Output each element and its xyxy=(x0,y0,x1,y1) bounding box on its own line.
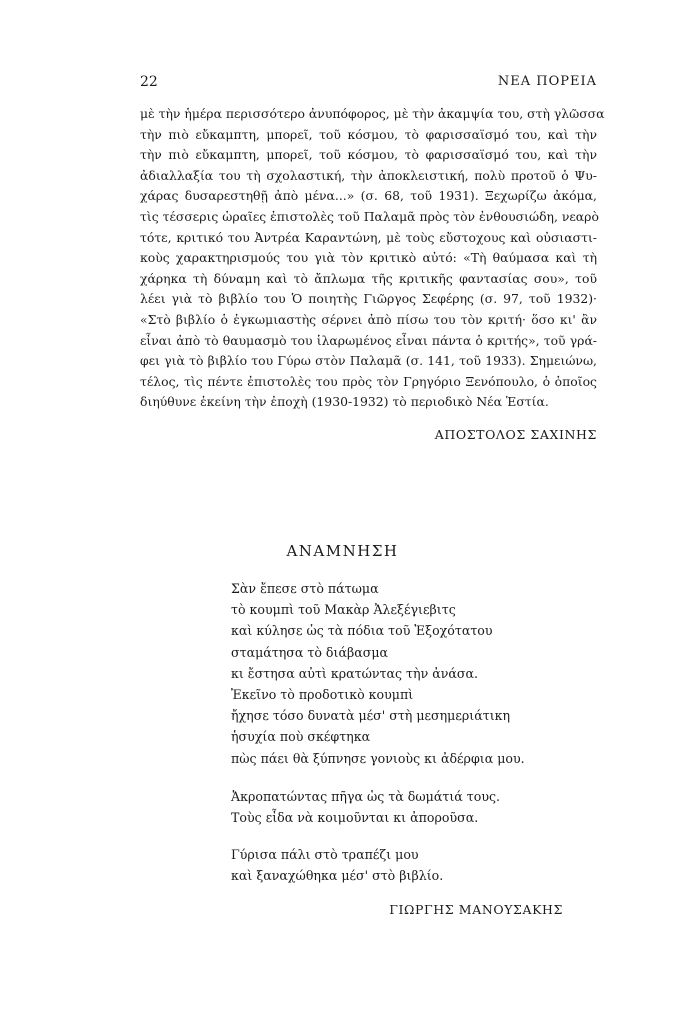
review-line: φει γιὰ τὸ βιβλίο του Γύρω στὸν Παλαμᾶ (σ. 141, τοῦ 1933). Σημειώνω, xyxy=(140,353,597,369)
poem-verse: Σὰν ἔπεσε στὸ πάτωμα xyxy=(231,581,379,596)
review-line: χάρας δυσαρεστηθῇ ἀπὸ μένα...» (σ. 68, τοῦ 1931). Ξεχωρίζω ἀκόμα, xyxy=(140,188,597,204)
poem-verse: Γύρισα πάλι στὸ τραπέζι μου xyxy=(231,847,419,862)
journal-title: ΝΕΑ ΠΟΡΕΙΑ xyxy=(497,74,597,89)
review-author-signature: ΑΠΟΣΤΟΛΟΣ ΣΑΧΙΝΗΣ xyxy=(434,427,597,442)
poem-verse: πὼς πάει θὰ ξύπνησε γονιοὺς κι ἀδέρφια μου. xyxy=(231,750,525,766)
review-line: τὴν πιὸ εὔκαμπτη, μπορεῖ, τοῦ κόσμου, τὸ φαρισσαϊσμό του, καὶ τὴν xyxy=(140,126,597,142)
review-line: «Στὸ βιβλίο ὁ ἐγκωμιαστὴς σέρνει ἀπὸ πίσω του τὸν κριτή· ὅσο κι' ἂν xyxy=(140,311,597,327)
review-line: εἶναι ἀπὸ τὸ θαυμασμὸ του ἱλαρωμένος εἶναι πάντα ὁ κριτής», τοῦ γρά- xyxy=(140,332,597,348)
poem-verse: Ἐκεῖνο τὸ προδοτικὸ κουμπὶ xyxy=(231,687,414,703)
poem-title: ΑΝΑΜΝΗΣΗ xyxy=(286,542,399,560)
review-line: τὴν πιὸ εὔκαμπτη, μπορεῖ, τοῦ κόσμου, τὸ φαρισσαϊσμό του, καὶ τὴν xyxy=(140,147,597,163)
review-line: ἀδιαλλαξία του τὴ σχολαστική, τὴν ἀποκλειστική, πολὺ προτοῦ ὁ Ψυ- xyxy=(140,167,597,183)
review-line: τότε, κριτικό του Ἀντρέα Καραντώνη, μὲ τοὺς εὔστοχους καὶ οὐσιαστι- xyxy=(140,229,597,245)
review-line: τὶς τέσσερις ὡραῖες ἐπιστολὲς τοῦ Παλαμᾶ πρὸς τὸν ἐνθουσιώδη, νεαρὸ xyxy=(140,208,599,224)
poem-verse: τὸ κουμπὶ τοῦ Μακὰρ Ἀλεξέγιεβιτς xyxy=(231,602,456,618)
poem-verse: κι ἔστησα αὐτὶ κρατώντας τὴν ἀνάσα. xyxy=(231,665,478,681)
poem-verse: ἡσυχία ποὺ σκέφτηκα xyxy=(231,729,371,745)
review-line: διηύθυνε ἐκείνη τὴν ἐποχὴ (1930-1932) τὸ περιοδικὸ Νέα Ἑστία. xyxy=(140,394,549,410)
review-line: μὲ τὴν ἡμέρα περισσότερο ἀνυπόφορος, μὲ τὴν ἀκαμψία του, στὴ γλῶσσα xyxy=(140,106,605,121)
poem-stanza-2 xyxy=(231,786,500,828)
poem-author-signature: ΓΙΩΡΓΗΣ ΜΑΝΟΥΣΑΚΗΣ xyxy=(389,902,563,917)
review-line: τέλος, τὶς πέντε ἐπιστολὲς του πρὸς τὸν Γρηγόριο Ξενόπουλο, ὁ ὁποῖος xyxy=(140,373,597,389)
review-line: κοὺς χαρακτηρισμούς του γιὰ τὸν κριτικὸ αὐτό: «Τὴ θαύμασα καὶ τὴ xyxy=(140,250,597,266)
poem-stanza-1 xyxy=(231,578,525,769)
poem-verse: σταμάτησα τὸ διάβασμα xyxy=(231,644,389,660)
review-line: λέει γιὰ τὸ βιβλίο του Ὁ ποιητὴς Γιῶργος Σεφέρης (σ. 97, τοῦ 1932)· xyxy=(140,291,597,307)
poem-stanza-3 xyxy=(231,844,443,886)
poem-verse: Τοὺς εἶδα νὰ κοιμοῦνται κι ἀποροῦσα. xyxy=(231,810,479,826)
poem-verse: Ἀκροπατώντας πῆγα ὡς τὰ δωμάτιά τους. xyxy=(231,789,501,804)
poem-verse: καὶ ξαναχώθηκα μέσ' στὸ βιβλίο. xyxy=(231,868,444,884)
poem-verse: καὶ κύλησε ὡς τὰ πόδια τοῦ Ἐξοχότατου xyxy=(231,623,493,639)
review-line: χάρηκα τὴ δύναμη καὶ τὸ ἄπλωμα τῆς κριτικῆς φαντασίας σου», τοῦ xyxy=(140,270,597,286)
review-paragraph xyxy=(140,104,605,413)
page-number: 22 xyxy=(140,74,158,90)
poem-verse: ἤχησε τόσο δυνατὰ μέσ' στὴ μεσημεριάτικη xyxy=(231,708,511,724)
